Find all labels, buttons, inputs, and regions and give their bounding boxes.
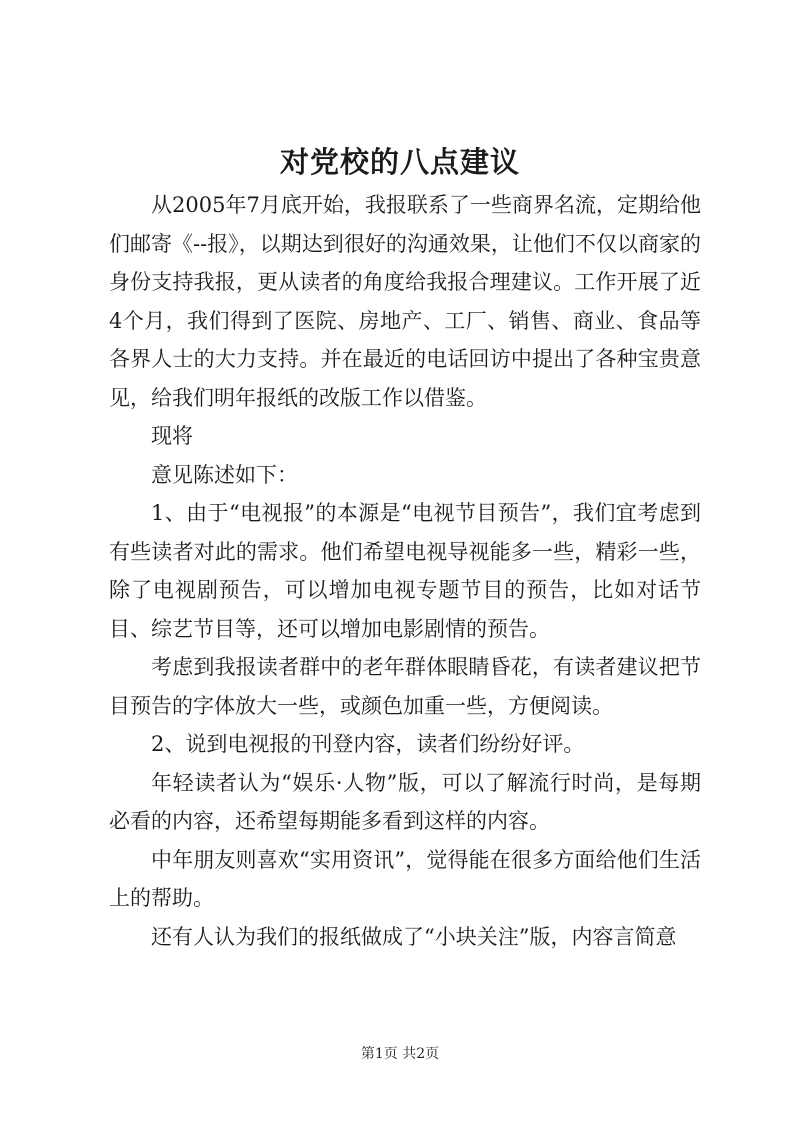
paragraph: 2、说到电视报的刊登内容，读者们纷纷好评。 [151,732,585,756]
paragraph: 1、由于“电视报”的本源是“电视节目预告”，我们宜考虑到有些读者对此的需求。他们希望电视导视能多一些，精彩一些，除了电视剧预告，可以增加电视专题节目的预告，比如对话节目、综艺节目等，还可以增加电影剧情的预告。 [109,501,701,641]
paragraph: 考虑到我报读者群中的老年群体眼睛昏花，有读者建议把节目预告的字体放大一些，或颜色加重一些，方便阅读。 [109,655,701,718]
document-title: 对党校的八点建议 [279,145,520,179]
paragraph: 还有人认为我们的报纸做成了“小块关注”版，内容言简意 [151,924,677,949]
paragraph: 意见陈述如下： [151,462,298,487]
paragraph: 年轻读者认为“娱乐·人物”版，可以了解流行时尚，是每期必看的内容，还希望每期能多看到这样的内容。 [109,770,701,833]
document-body [109,186,701,956]
page-footer: 第1页 共2页 [360,1046,440,1062]
paragraph: 现将 [151,424,193,448]
paragraph: 从2005年7月底开始，我报联系了一些商界名流，定期给他们邮寄《--报》，以期达到很好的沟通效果，让他们不仅以商家的身份支持我报，更从读者的角度给我报合理建议。工作开展了近4个月，我们得到了医院、房地产、工厂、销售、商业、食品等各界人士的大力支持。并在最近的电话回访中提出了各种宝贵意见，给我们明年报纸的改版工作以借鉴。 [109,193,701,410]
paragraph: 中年朋友则喜欢“实用资讯”，觉得能在很多方面给他们生活上的帮助。 [109,847,701,910]
